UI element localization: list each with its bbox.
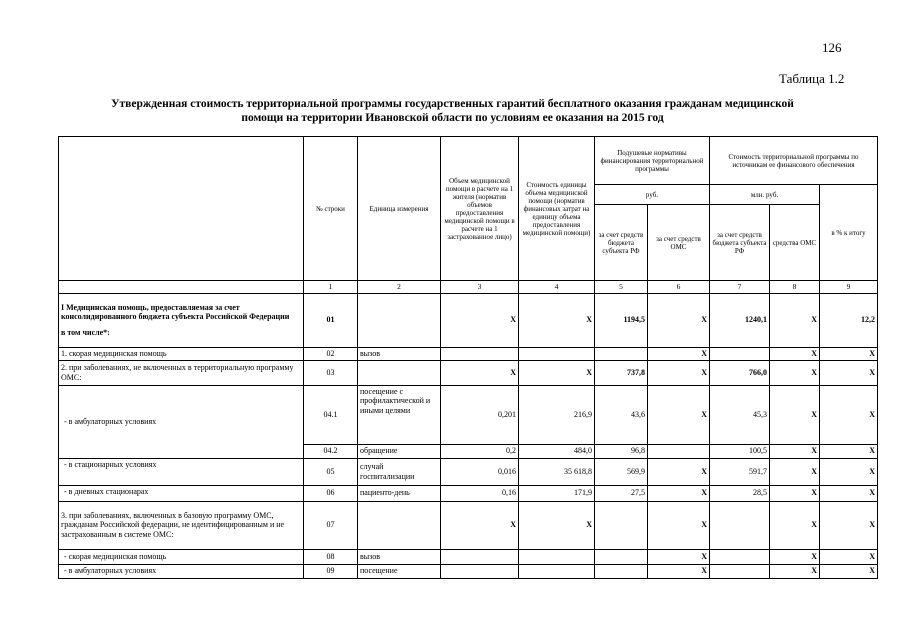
cost-cell: Х bbox=[519, 501, 595, 549]
table-row bbox=[59, 564, 878, 578]
table-row bbox=[59, 360, 878, 385]
row-number: 01 bbox=[304, 293, 358, 347]
column-number: 6 bbox=[648, 281, 710, 294]
column-number bbox=[59, 281, 304, 294]
header-oms-funds-2: средства ОМС bbox=[770, 205, 820, 281]
budget-per-capita-cell: 27,5 bbox=[595, 485, 648, 501]
row-number: 06 bbox=[304, 485, 358, 501]
row-name: - в стационарных условиях bbox=[59, 458, 304, 485]
title-line-2: помощи на территории Ивановской области по условиям ее оказания на 2015 год bbox=[241, 112, 664, 124]
header-per-capita: Подушевые нормативы финансирования территориальной программы bbox=[595, 137, 710, 185]
cost-cell: Х bbox=[519, 360, 595, 385]
cost-cell: 35 618,8 bbox=[519, 458, 595, 485]
row-name: - скорая медицинская помощь bbox=[59, 549, 304, 564]
table-row bbox=[59, 293, 878, 347]
cost-cell: 216,9 bbox=[519, 385, 595, 444]
budget-per-capita-cell: 96,8 bbox=[595, 444, 648, 458]
row-number: 04.2 bbox=[304, 444, 358, 458]
budget-total-cell: 1240,1 bbox=[710, 293, 770, 347]
unit-cell: пациенто-день bbox=[358, 485, 441, 501]
row-number: 03 bbox=[304, 360, 358, 385]
column-number: 9 bbox=[820, 281, 878, 294]
header-cost: Стоимость единицы объема медицинской помощи (норматив финансовых затрат на единицу объема предоставления медицинской помощи) bbox=[519, 137, 595, 281]
cost-cell: Х bbox=[519, 293, 595, 347]
budget-total-cell bbox=[710, 501, 770, 549]
row-number: 08 bbox=[304, 549, 358, 564]
unit-cell bbox=[358, 360, 441, 385]
budget-total-cell: 100,5 bbox=[710, 444, 770, 458]
row-name bbox=[59, 293, 304, 347]
oms-per-capita-cell: Х bbox=[648, 360, 710, 385]
volume-cell bbox=[441, 549, 519, 564]
row-name: - в амбулаторных условиях bbox=[59, 385, 304, 458]
row-name: - в амбулаторных условиях bbox=[59, 564, 304, 578]
oms-per-capita-cell: Х bbox=[648, 501, 710, 549]
oms-total-cell: Х bbox=[770, 564, 820, 578]
header-row-1 bbox=[59, 137, 878, 185]
budget-total-cell: 766,0 bbox=[710, 360, 770, 385]
oms-per-capita-cell: Х bbox=[648, 564, 710, 578]
row-number: 07 bbox=[304, 501, 358, 549]
column-number: 8 bbox=[770, 281, 820, 294]
column-number: 5 bbox=[595, 281, 648, 294]
oms-total-cell: Х bbox=[770, 444, 820, 458]
column-numbers-row bbox=[59, 281, 878, 294]
cost-cell: 171,9 bbox=[519, 485, 595, 501]
oms-total-cell: Х bbox=[770, 360, 820, 385]
cost-cell bbox=[519, 549, 595, 564]
budget-per-capita-cell bbox=[595, 501, 648, 549]
unit-cell: вызов bbox=[358, 549, 441, 564]
header-oms-funds: за счет средств ОМС bbox=[648, 205, 710, 281]
unit-cell: посещение с профилактической и иными целями bbox=[358, 385, 441, 444]
header-volume: Объем медицинской помощи в расчете на 1 жителя (норматив объемов предоставления медицинской помощи в расчете на 1 застрахованное лицо) bbox=[441, 137, 519, 281]
percent-cell: Х bbox=[820, 444, 878, 458]
column-number: 4 bbox=[519, 281, 595, 294]
budget-per-capita-cell: 43,6 bbox=[595, 385, 648, 444]
table-row bbox=[59, 347, 878, 360]
percent-cell: Х bbox=[820, 458, 878, 485]
oms-per-capita-cell: Х bbox=[648, 485, 710, 501]
cost-cell bbox=[519, 347, 595, 360]
title-line-1: Утвержденная стоимость территориальной программы государственных гарантий бесплатного оказания гражданам медицинской bbox=[111, 98, 794, 110]
header-mln-rub: млн. руб. bbox=[710, 185, 820, 205]
column-number: 3 bbox=[441, 281, 519, 294]
header-unit: Единица измерения bbox=[358, 137, 441, 281]
volume-cell: 0,2 bbox=[441, 444, 519, 458]
row-number: 05 bbox=[304, 458, 358, 485]
budget-total-cell: 28,5 bbox=[710, 485, 770, 501]
cost-cell: 484,0 bbox=[519, 444, 595, 458]
header-total-cost: Стоимость территориальной программы по источникам ее финансового обеспечения bbox=[710, 137, 878, 185]
budget-total-cell bbox=[710, 564, 770, 578]
volume-cell bbox=[441, 564, 519, 578]
row-name-main: I Медицинская помощь, предоставляемая за счет консолидированного бюджета субъекта Российской Федерации bbox=[61, 302, 290, 322]
percent-cell: Х bbox=[820, 501, 878, 549]
header-row-no: № строки bbox=[304, 137, 358, 281]
budget-per-capita-cell bbox=[595, 564, 648, 578]
budget-total-cell bbox=[710, 347, 770, 360]
table-row bbox=[59, 501, 878, 549]
volume-cell bbox=[441, 347, 519, 360]
column-number: 7 bbox=[710, 281, 770, 294]
row-number: 04.1 bbox=[304, 385, 358, 444]
row-name: 3. при заболеваниях, включенных в базовую программу ОМС, гражданам Российской федерации, не идентифицированным и не застрахованным в системе ОМС: bbox=[59, 501, 304, 549]
header-budget-funds-2: за счет средств бюджета субъекта РФ bbox=[710, 205, 770, 281]
header-rub: руб. bbox=[595, 185, 710, 205]
table-row bbox=[59, 458, 878, 485]
budget-per-capita-cell: 1194,5 bbox=[595, 293, 648, 347]
percent-cell: Х bbox=[820, 360, 878, 385]
header-percent: в % к итогу bbox=[820, 185, 878, 281]
header-name-cell bbox=[59, 137, 304, 281]
budget-per-capita-cell bbox=[595, 347, 648, 360]
volume-cell: 0,016 bbox=[441, 458, 519, 485]
percent-cell: Х bbox=[820, 549, 878, 564]
oms-per-capita-cell: Х bbox=[648, 347, 710, 360]
budget-per-capita-cell: 737,8 bbox=[595, 360, 648, 385]
percent-cell: Х bbox=[820, 564, 878, 578]
unit-cell: обращение bbox=[358, 444, 441, 458]
percent-cell: Х bbox=[820, 485, 878, 501]
unit-cell: вызов bbox=[358, 347, 441, 360]
oms-per-capita-cell: Х bbox=[648, 458, 710, 485]
volume-cell: 0,16 bbox=[441, 485, 519, 501]
oms-per-capita-cell: Х bbox=[648, 549, 710, 564]
volume-cell: Х bbox=[441, 360, 519, 385]
cost-table bbox=[58, 136, 878, 579]
document-title bbox=[40, 97, 865, 125]
oms-total-cell: Х bbox=[770, 385, 820, 444]
oms-per-capita-cell: Х bbox=[648, 293, 710, 347]
oms-total-cell: Х bbox=[770, 501, 820, 549]
unit-cell bbox=[358, 501, 441, 549]
table-row bbox=[59, 385, 878, 444]
row-name: 1. скорая медицинская помощь bbox=[59, 347, 304, 360]
table-row bbox=[59, 485, 878, 501]
row-name-sub: в том числе*: bbox=[61, 327, 110, 337]
page-number: 126 bbox=[822, 40, 842, 55]
volume-cell: Х bbox=[441, 293, 519, 347]
row-number: 02 bbox=[304, 347, 358, 360]
budget-total-cell bbox=[710, 549, 770, 564]
oms-per-capita-cell: Х bbox=[648, 385, 710, 444]
row-name: 2. при заболеваниях, не включенных в территориальную программу ОМС: bbox=[59, 360, 304, 385]
unit-cell bbox=[358, 293, 441, 347]
unit-cell: посещение bbox=[358, 564, 441, 578]
budget-total-cell: 45,3 bbox=[710, 385, 770, 444]
budget-total-cell: 591,7 bbox=[710, 458, 770, 485]
row-number: 09 bbox=[304, 564, 358, 578]
oms-total-cell: Х bbox=[770, 458, 820, 485]
percent-cell: 12,2 bbox=[820, 293, 878, 347]
unit-cell: случай госпитализации bbox=[358, 458, 441, 485]
oms-total-cell: Х bbox=[770, 293, 820, 347]
oms-total-cell: Х bbox=[770, 347, 820, 360]
volume-cell: 0,201 bbox=[441, 385, 519, 444]
row-name: - в дневных стационарах bbox=[59, 485, 304, 501]
oms-per-capita-cell bbox=[648, 444, 710, 458]
percent-cell: Х bbox=[820, 347, 878, 360]
budget-per-capita-cell bbox=[595, 549, 648, 564]
table-row bbox=[59, 549, 878, 564]
oms-total-cell: Х bbox=[770, 549, 820, 564]
budget-per-capita-cell: 569,9 bbox=[595, 458, 648, 485]
oms-total-cell: Х bbox=[770, 485, 820, 501]
column-number: 1 bbox=[304, 281, 358, 294]
percent-cell: Х bbox=[820, 385, 878, 444]
header-budget-funds: за счет средств бюджета субъекта РФ bbox=[595, 205, 648, 281]
volume-cell: Х bbox=[441, 501, 519, 549]
cost-cell bbox=[519, 564, 595, 578]
column-number: 2 bbox=[358, 281, 441, 294]
table-label: Таблица 1.2 bbox=[779, 71, 845, 86]
